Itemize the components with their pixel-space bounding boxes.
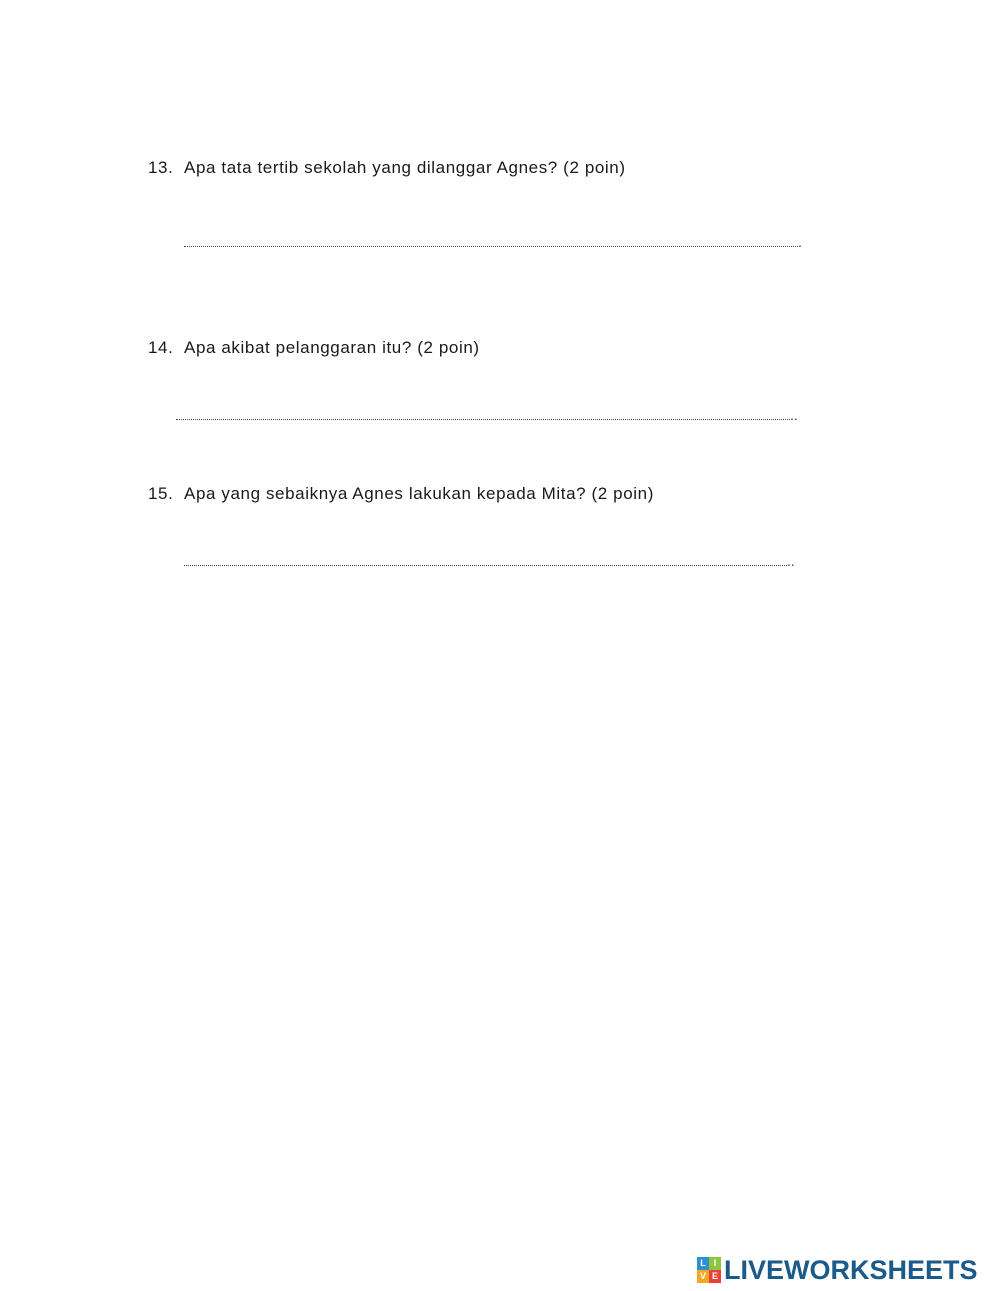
logo-mark-icon <box>697 1257 721 1283</box>
question-13 <box>148 158 626 178</box>
answer-line-end: .. <box>787 553 795 569</box>
logo-text: LIVEWORKSHEETS <box>724 1255 978 1285</box>
answer-field-15[interactable] <box>184 543 791 567</box>
logo-mark-letter: E <box>709 1270 721 1283</box>
question-number: 15. <box>148 484 174 503</box>
logo-mark-letter: V <box>697 1270 709 1283</box>
question-text: Apa tata tertib sekolah yang dilanggar Agnes? (2 poin) <box>184 158 626 177</box>
answer-field-14[interactable] <box>176 397 794 421</box>
question-number: 14. <box>148 338 174 357</box>
question-text: Apa yang sebaiknya Agnes lakukan kepada Mita? (2 poin) <box>184 484 654 503</box>
answer-line-end: . <box>798 234 802 250</box>
logo-mark-letter: L <box>697 1257 709 1270</box>
answer-field-13[interactable] <box>184 224 802 248</box>
question-text: Apa akibat pelanggaran itu? (2 poin) <box>184 338 480 357</box>
answer-line-end: .. <box>790 407 798 423</box>
question-number: 13. <box>148 158 174 177</box>
liveworksheets-logo <box>697 1257 978 1283</box>
question-14 <box>148 338 480 358</box>
question-15 <box>148 484 654 504</box>
logo-mark-letter: I <box>709 1257 721 1270</box>
